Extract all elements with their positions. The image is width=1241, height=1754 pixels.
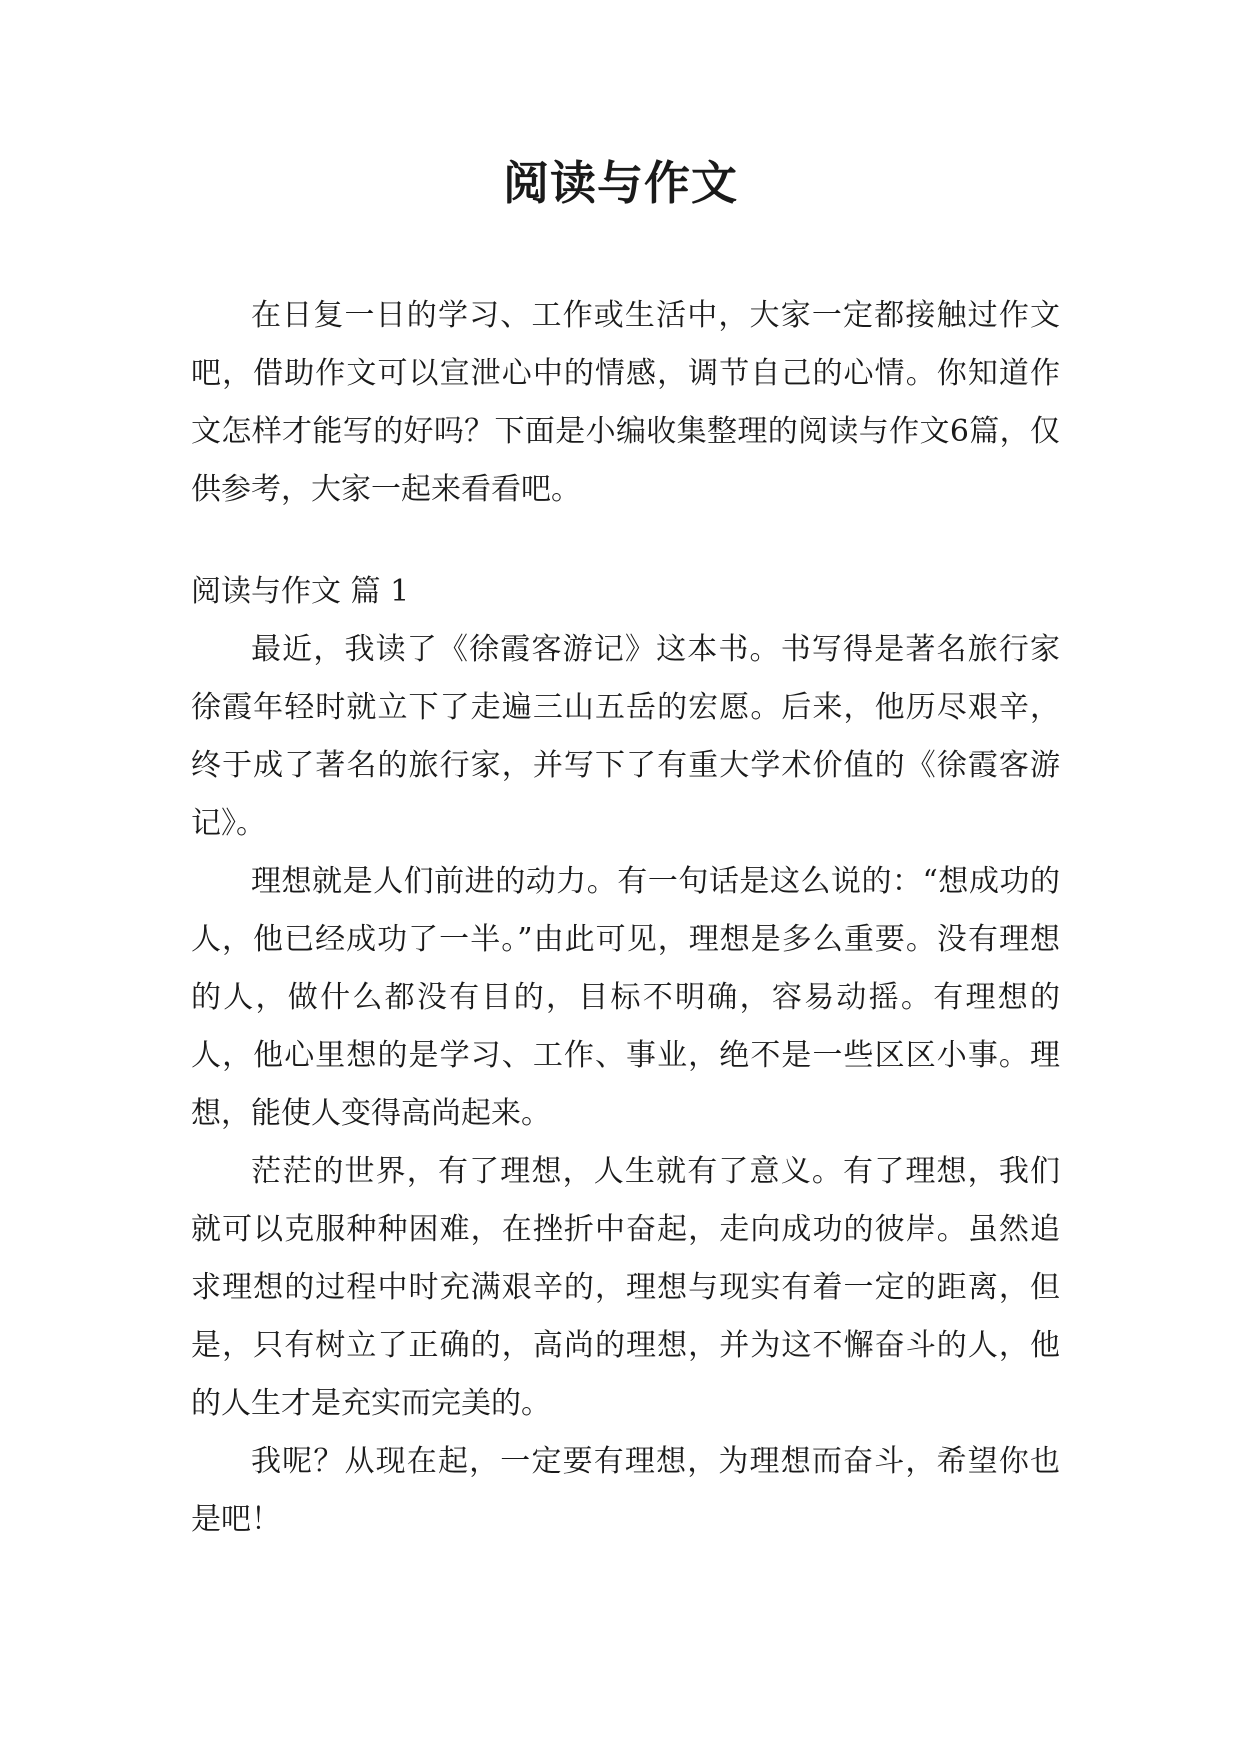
section-gap (191, 519, 1060, 563)
section-heading: 阅读与作文 篇 1 (191, 574, 410, 609)
document-body (191, 287, 1060, 1549)
body-paragraph-4: 我呢？从现在起，一定要有理想，为理想而奋斗，希望你也是吧！ (191, 1444, 1060, 1537)
body-paragraph-3: 茫茫的世界，有了理想，人生就有了意义。有了理想，我们就可以克服种种困难，在挫折中奋起，走向成功的彼岸。虽然追求理想的过程中时充满艰辛的，理想与现实有着一定的距离，但是，只有树立了正确的，高尚的理想，并为这不懈奋斗的人，他的人生才是充实而完美的。 (191, 1154, 1060, 1421)
body-paragraph-1: 最近，我读了《徐霞客游记》这本书。书写得是著名旅行家徐霞年轻时就立下了走遍三山五岳的宏愿。后来，他历尽艰辛，终于成了著名的旅行家，并写下了有重大学术价值的《徐霞客游记》。 (191, 632, 1060, 841)
intro-paragraph: 在日复一日的学习、工作或生活中，大家一定都接触过作文吧，借助作文可以宣泄心中的情感，调节自己的心情。你知道作文怎样才能写的好吗？下面是小编收集整理的阅读与作文6篇，仅供参考，大家一起来看看吧。 (191, 298, 1060, 507)
body-paragraph-2: 理想就是人们前进的动力。有一句话是这么说的：“想成功的人，他已经成功了一半。”由此可见，理想是多么重要。没有理想的人，做什么都没有目的，目标不明确，容易动摇。有理想的人，他心里想的是学习、工作、事业，绝不是一些区区小事。理想，能使人变得高尚起来。 (191, 864, 1060, 1131)
document-title: 阅读与作文 (503, 156, 738, 210)
